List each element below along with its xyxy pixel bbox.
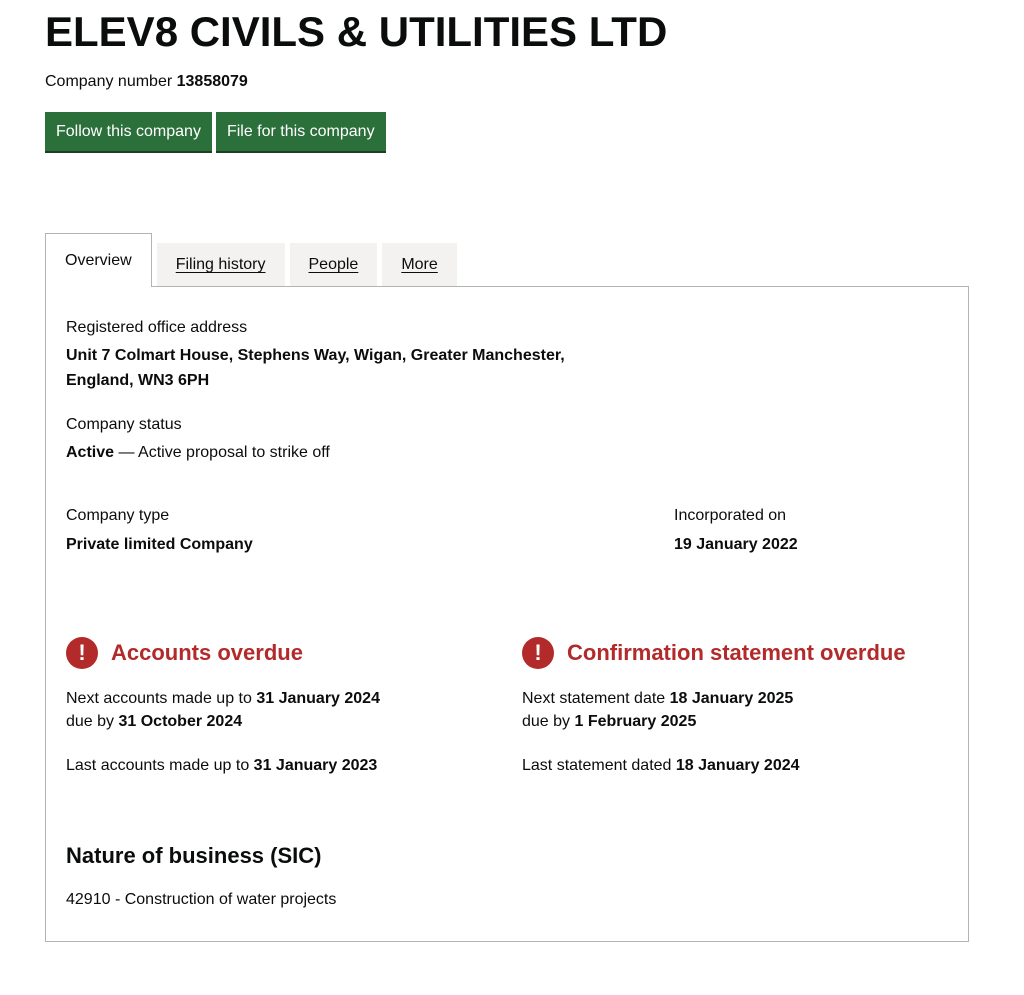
- company-status-label: Company status: [66, 416, 182, 433]
- statement-due-value: 1 February 2025: [574, 713, 697, 730]
- confirmation-overdue-title: Confirmation statement overdue: [567, 640, 906, 665]
- last-statement-value: 18 January 2024: [675, 757, 800, 774]
- company-status-value: Active: [66, 444, 115, 461]
- next-accounts-value: 31 January 2024: [256, 690, 380, 707]
- incorporated-label: Incorporated on: [674, 507, 787, 524]
- next-accounts-label: Next accounts made up to: [66, 690, 257, 707]
- company-actions: [45, 112, 386, 151]
- accounts-due: [66, 710, 242, 734]
- tab-filing-history[interactable]: Filing history: [157, 243, 285, 287]
- company-status-note: — Active proposal to strike off: [114, 444, 330, 461]
- accounts-due-value: 31 October 2024: [118, 713, 243, 730]
- registered-address-line-2: England, WN3 6PH: [66, 372, 210, 389]
- warning-exclamation-icon: !: [522, 637, 554, 669]
- file-for-company-button[interactable]: File for this company: [216, 112, 386, 151]
- company-tabs: [45, 233, 457, 287]
- accounts-due-label: due by: [66, 713, 119, 730]
- company-number-label: Company number: [45, 73, 173, 90]
- warning-exclamation-icon: !: [66, 637, 98, 669]
- sic-heading: Nature of business (SIC): [66, 843, 322, 868]
- statement-due-label: due by: [522, 713, 575, 730]
- overview-panel: [45, 286, 969, 942]
- next-statement-label: Next statement date: [522, 690, 670, 707]
- next-statement: [522, 687, 793, 711]
- last-accounts-label: Last accounts made up to: [66, 757, 254, 774]
- company-type-value: Private limited Company: [66, 536, 253, 553]
- tab-overview[interactable]: Overview: [45, 233, 152, 287]
- company-name-heading: ELEV8 CIVILS & UTILITIES LTD: [45, 8, 668, 55]
- sic-entry: 42910 - Construction of water projects: [66, 891, 337, 908]
- accounts-overdue-title: Accounts overdue: [111, 640, 303, 665]
- company-status: [66, 441, 330, 465]
- company-type-label: Company type: [66, 507, 170, 524]
- next-statement-value: 18 January 2025: [669, 690, 794, 707]
- last-statement: [522, 754, 800, 778]
- tab-people[interactable]: People: [290, 243, 378, 287]
- statement-due: [522, 710, 696, 734]
- next-accounts: [66, 687, 380, 711]
- incorporated-value: 19 January 2022: [674, 536, 798, 553]
- tab-more[interactable]: More: [382, 243, 456, 287]
- last-statement-label: Last statement dated: [522, 757, 676, 774]
- follow-company-button[interactable]: Follow this company: [45, 112, 212, 151]
- company-number: [45, 72, 248, 92]
- accounts-overdue-heading: [66, 637, 303, 669]
- registered-address-label: Registered office address: [66, 319, 248, 336]
- confirmation-overdue-heading: [522, 637, 906, 669]
- last-accounts-value: 31 January 2023: [253, 757, 378, 774]
- last-accounts: [66, 754, 377, 778]
- company-number-value: 13858079: [176, 73, 248, 90]
- registered-address-line-1: Unit 7 Colmart House, Stephens Way, Wigan, Greater Manchester,: [66, 347, 565, 364]
